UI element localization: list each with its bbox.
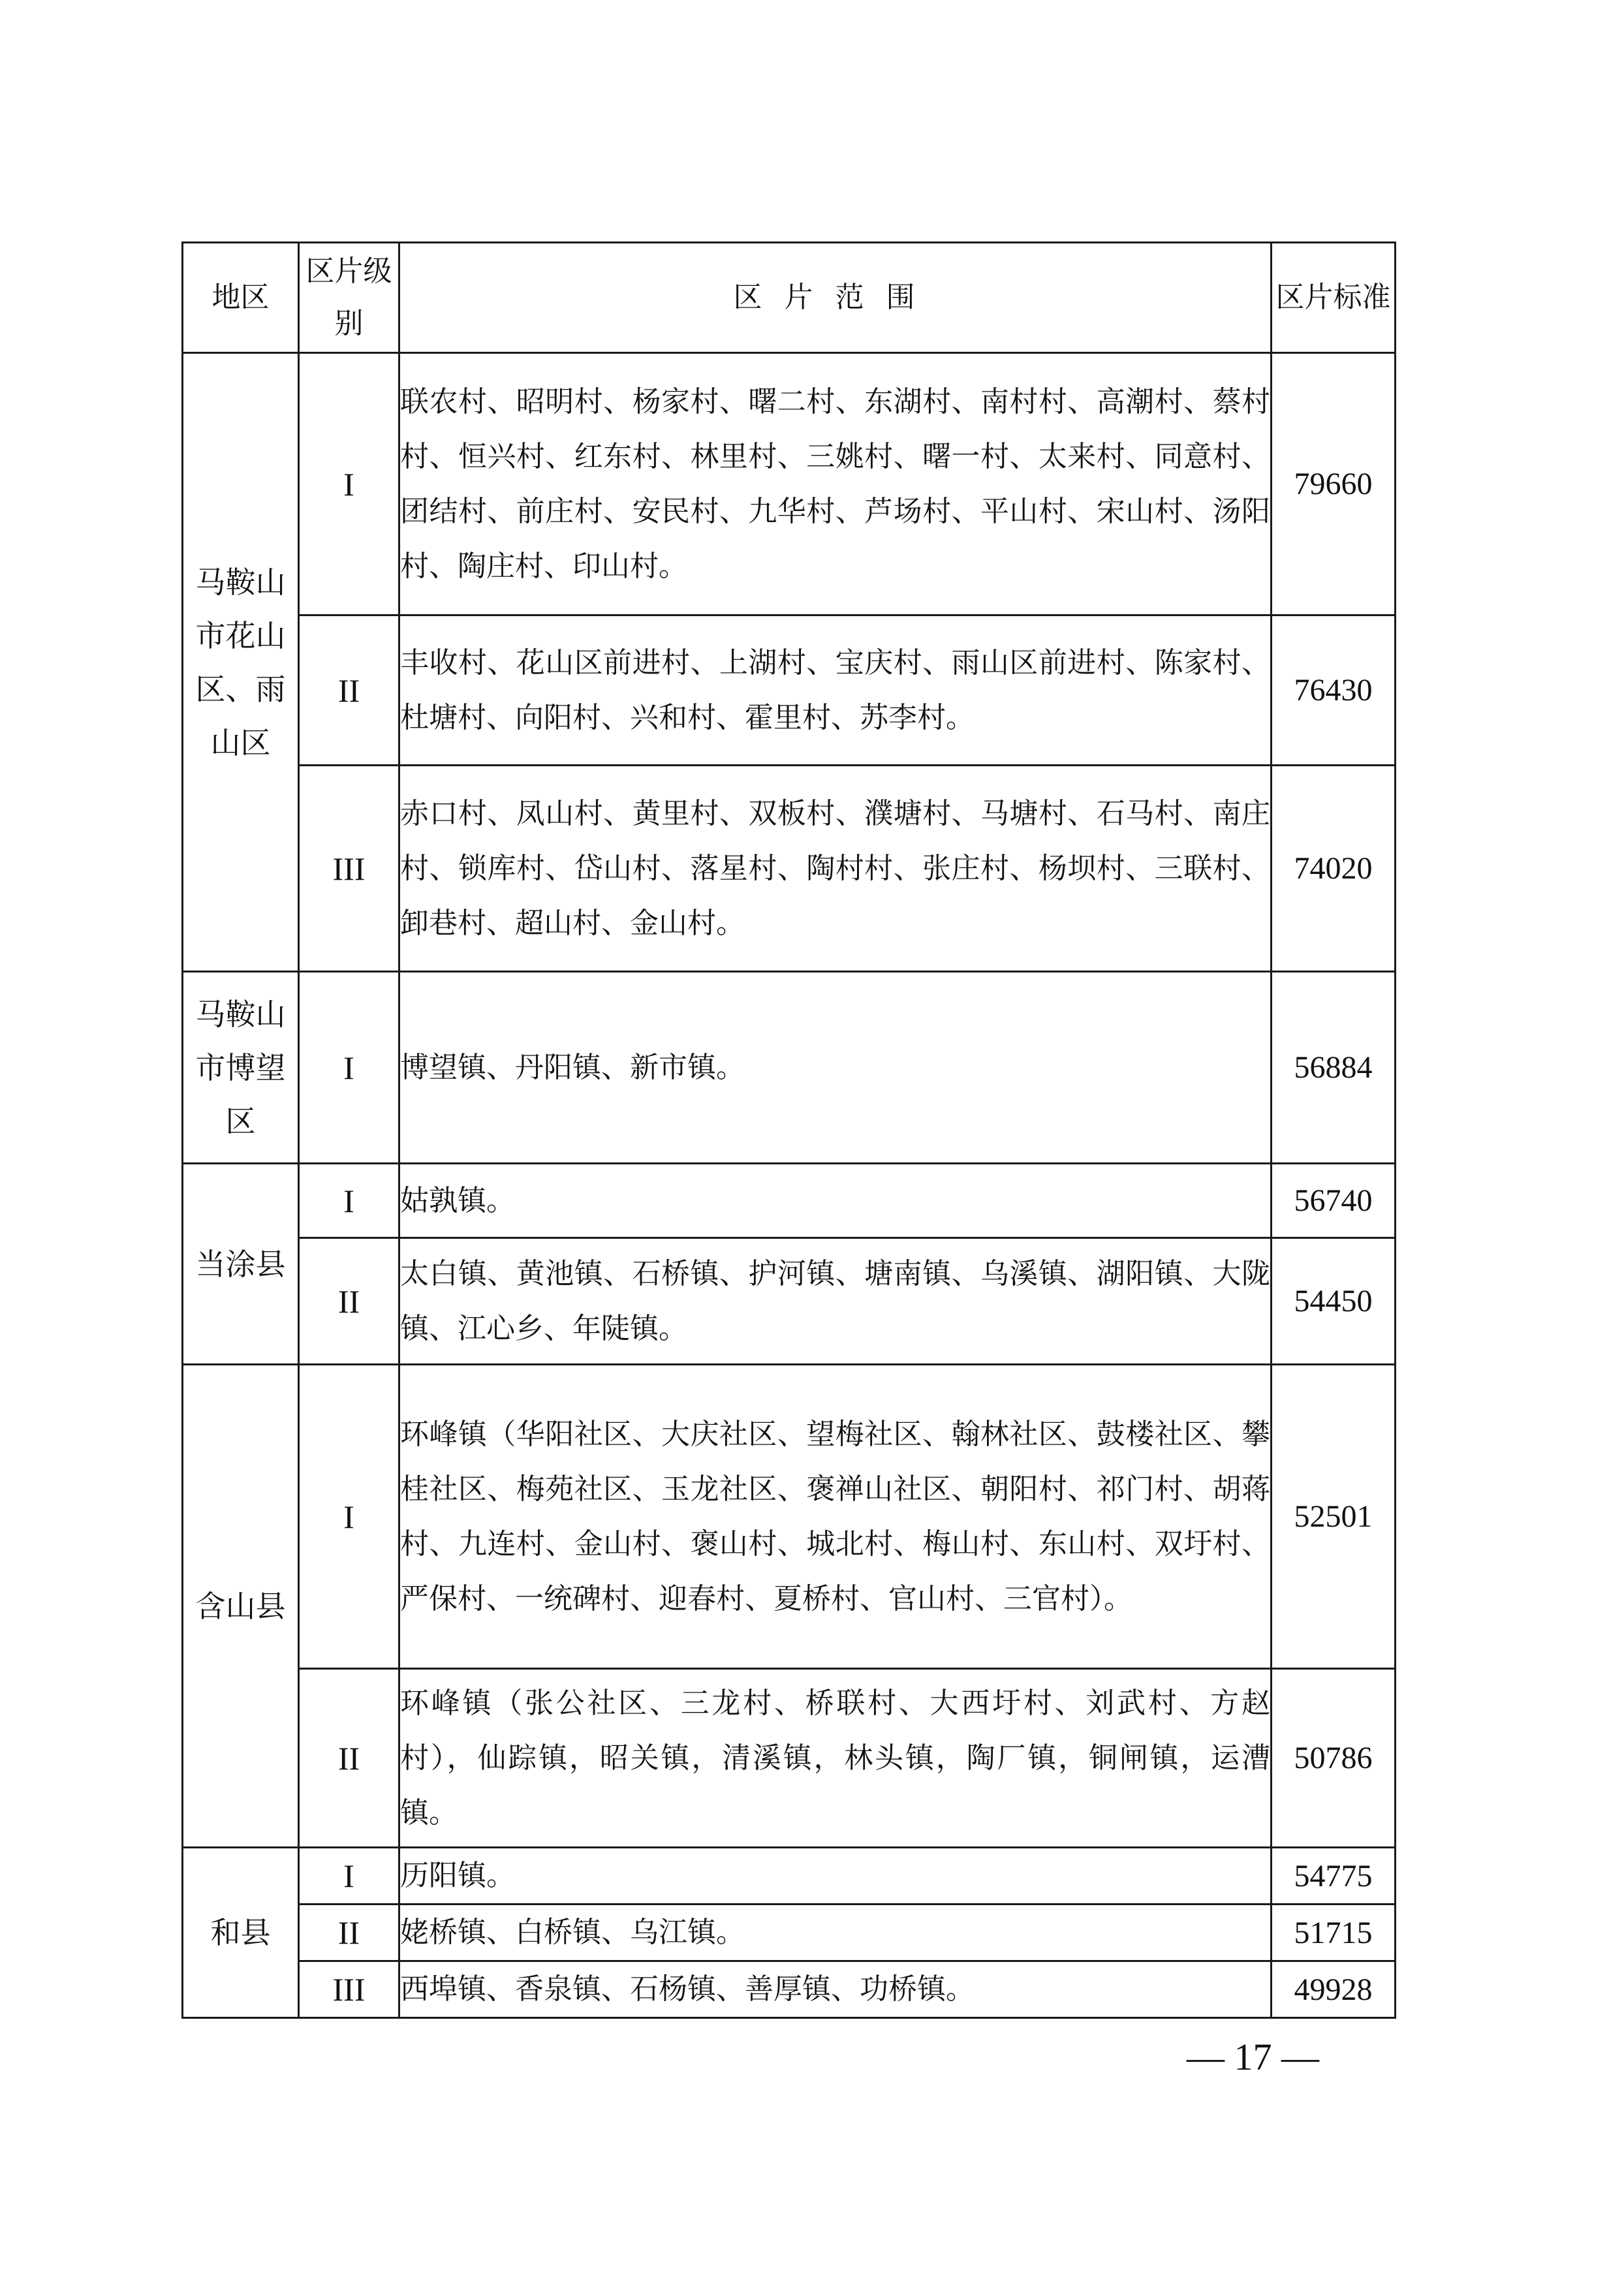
table-row [183, 1961, 1396, 2018]
level-cell: I [299, 1365, 399, 1669]
level-cell: I [299, 1164, 399, 1238]
standard-cell: 56884 [1272, 972, 1396, 1164]
level-cell: II [299, 1238, 399, 1365]
standard-cell: 56740 [1272, 1164, 1396, 1238]
standard-cell: 76430 [1272, 615, 1396, 766]
table-row [183, 615, 1396, 766]
region-cell: 含山县 [183, 1365, 299, 1848]
standard-cell: 79660 [1272, 353, 1396, 615]
standard-cell: 54450 [1272, 1238, 1396, 1365]
table-header-row [183, 243, 1396, 353]
level-cell: I [299, 972, 399, 1164]
standard-cell: 50786 [1272, 1669, 1396, 1848]
range-cell: 丰收村、花山区前进村、上湖村、宝庆村、雨山区前进村、陈家村、杜塘村、向阳村、兴和村、霍里村、苏李村。 [399, 615, 1272, 766]
standard-cell: 49928 [1272, 1961, 1396, 2018]
region-cell: 和县 [183, 1848, 299, 2018]
range-cell: 西埠镇、香泉镇、石杨镇、善厚镇、功桥镇。 [399, 1961, 1272, 2018]
level-cell: III [299, 766, 399, 972]
table-row [183, 1238, 1396, 1365]
table-row [183, 972, 1396, 1164]
header-level: 区片级别 [299, 243, 399, 353]
table-row [183, 1365, 1396, 1669]
land-price-zone-table [181, 241, 1396, 2019]
range-cell: 联农村、昭明村、杨家村、曙二村、东湖村、南村村、高潮村、蔡村村、恒兴村、红东村、林里村、三姚村、曙一村、太来村、同意村、团结村、前庄村、安民村、九华村、芦场村、平山村、宋山村、汤阳村、陶庄村、印山村。 [399, 353, 1272, 615]
range-cell: 历阳镇。 [399, 1848, 1272, 1905]
range-cell: 环峰镇（张公社区、三龙村、桥联村、大西圩村、刘武村、方赵村），仙踪镇，昭关镇，清溪镇，林头镇，陶厂镇，铜闸镇，运漕镇。 [399, 1669, 1272, 1848]
range-cell: 赤口村、凤山村、黄里村、双板村、濮塘村、马塘村、石马村、南庄村、锁库村、岱山村、落星村、陶村村、张庄村、杨坝村、三联村、卸巷村、超山村、金山村。 [399, 766, 1272, 972]
table-row [183, 1164, 1396, 1238]
header-range: 区片范围 [399, 243, 1272, 353]
standard-cell: 52501 [1272, 1365, 1396, 1669]
standard-cell: 74020 [1272, 766, 1396, 972]
level-cell: I [299, 353, 399, 615]
page-number: — 17 — [1187, 2036, 1319, 2078]
range-cell: 太白镇、黄池镇、石桥镇、护河镇、塘南镇、乌溪镇、湖阳镇、大陇镇、江心乡、年陡镇。 [399, 1238, 1272, 1365]
region-cell: 马鞍山市花山区、雨山区 [183, 353, 299, 972]
table-row [183, 1848, 1396, 1905]
range-cell: 博望镇、丹阳镇、新市镇。 [399, 972, 1272, 1164]
table-row [183, 766, 1396, 972]
range-cell: 姥桥镇、白桥镇、乌江镇。 [399, 1905, 1272, 1961]
table-row [183, 1905, 1396, 1961]
header-standard: 区片标准 [1272, 243, 1396, 353]
standard-cell: 54775 [1272, 1848, 1396, 1905]
level-cell: II [299, 1905, 399, 1961]
region-cell: 当涂县 [183, 1164, 299, 1365]
table-row [183, 1669, 1396, 1848]
range-cell: 环峰镇（华阳社区、大庆社区、望梅社区、翰林社区、鼓楼社区、攀桂社区、梅苑社区、玉龙社区、褒禅山社区、朝阳村、祁门村、胡蒋村、九连村、金山村、褒山村、城北村、梅山村、东山村、双圩村、严保村、一统碑村、迎春村、夏桥村、官山村、三官村）。 [399, 1365, 1272, 1669]
header-region: 地区 [183, 243, 299, 353]
level-cell: II [299, 615, 399, 766]
level-cell: III [299, 1961, 399, 2018]
level-cell: I [299, 1848, 399, 1905]
standard-cell: 51715 [1272, 1905, 1396, 1961]
range-cell: 姑孰镇。 [399, 1164, 1272, 1238]
table-row [183, 353, 1396, 615]
region-cell: 马鞍山市博望区 [183, 972, 299, 1164]
level-cell: II [299, 1669, 399, 1848]
